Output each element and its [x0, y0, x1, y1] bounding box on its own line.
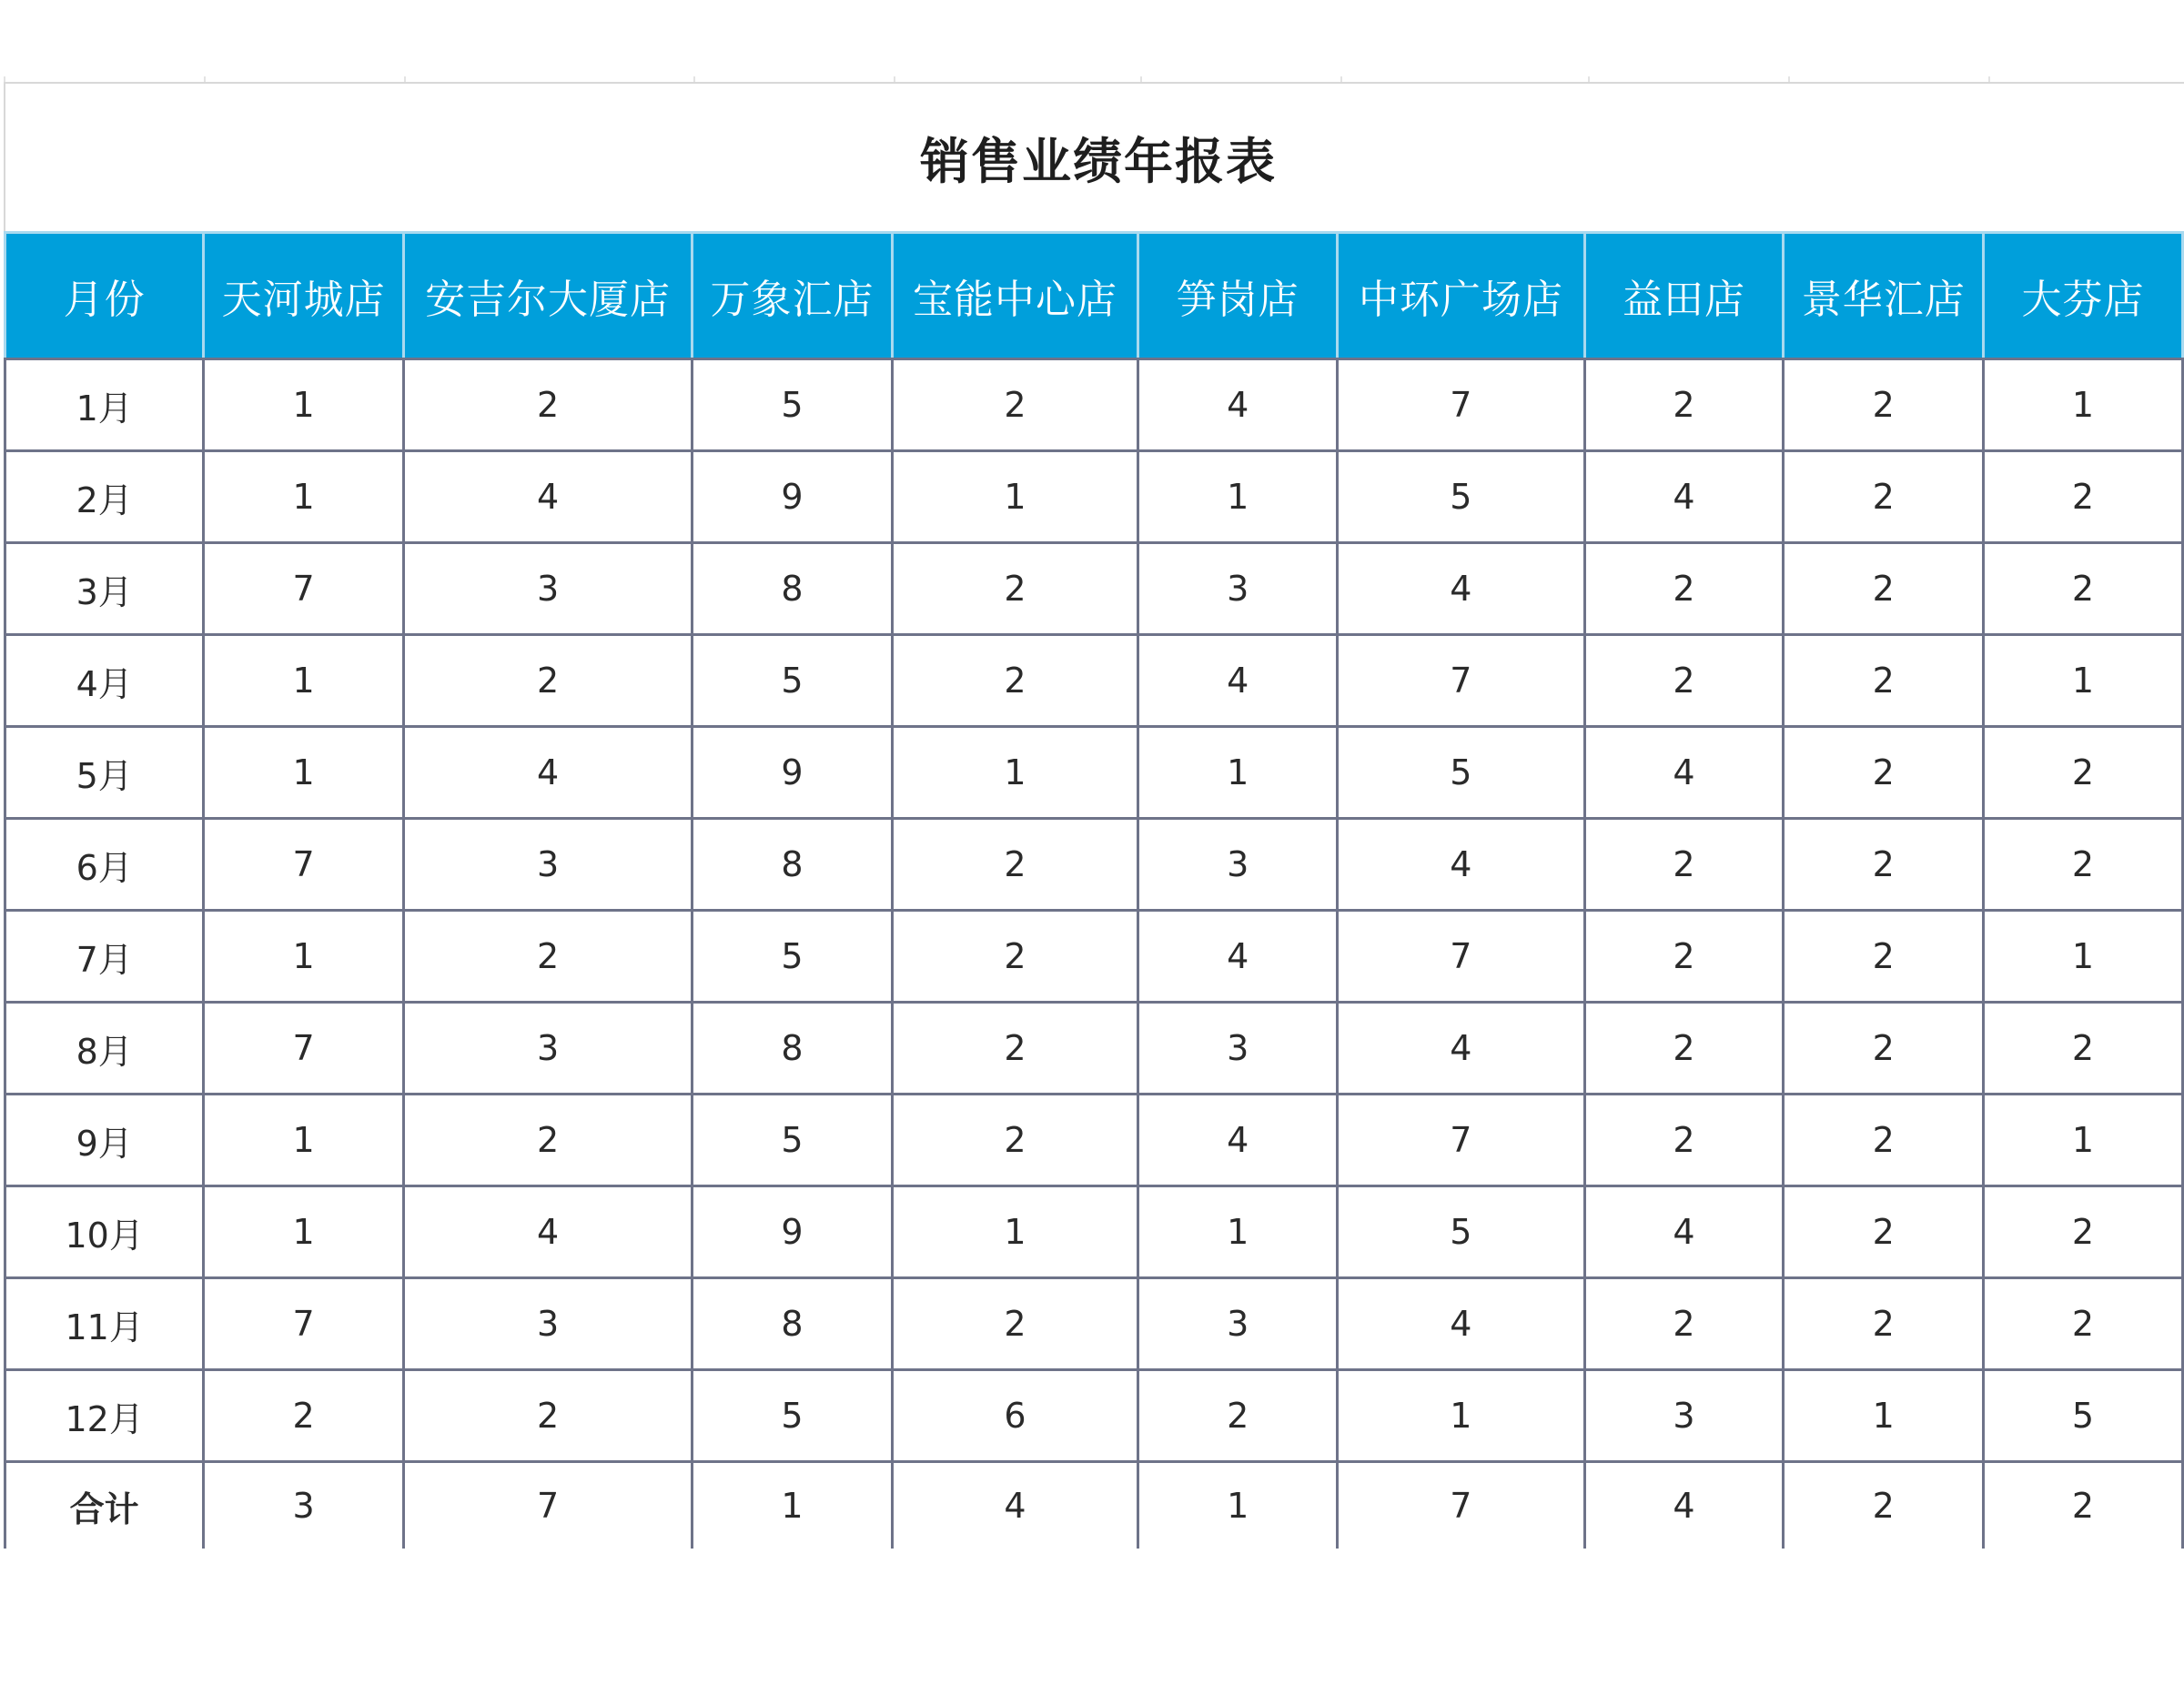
value-cell[interactable]: 1 [204, 451, 404, 543]
value-cell[interactable]: 2 [892, 1095, 1138, 1186]
value-cell[interactable]: 4 [403, 451, 692, 543]
header-cell-store[interactable]: 中环广场店 [1338, 233, 1584, 359]
value-cell[interactable]: 4 [403, 727, 692, 819]
value-cell[interactable]: 1 [204, 1095, 404, 1186]
value-cell[interactable]: 5 [693, 359, 893, 451]
value-cell[interactable]: 5 [1338, 727, 1584, 819]
value-cell[interactable]: 7 [204, 1278, 404, 1370]
month-cell[interactable]: 11月 [5, 1278, 204, 1370]
value-cell[interactable]: 2 [403, 635, 692, 727]
total-value-cell[interactable]: 7 [1338, 1462, 1584, 1549]
value-cell[interactable]: 2 [892, 543, 1138, 635]
value-cell[interactable]: 8 [693, 819, 893, 911]
value-cell[interactable]: 1 [204, 1186, 404, 1278]
total-value-cell[interactable]: 3 [204, 1462, 404, 1549]
value-cell[interactable]: 2 [892, 1278, 1138, 1370]
table-row [5, 1003, 2183, 1095]
value-cell[interactable]: 4 [1338, 1003, 1584, 1095]
value-cell[interactable]: 9 [693, 1186, 893, 1278]
value-cell[interactable]: 4 [1138, 911, 1338, 1003]
value-cell[interactable]: 2 [1584, 543, 1784, 635]
table-row [5, 635, 2183, 727]
report-title-cell[interactable] [4, 82, 2184, 231]
header-cell-store[interactable]: 益田店 [1584, 233, 1784, 359]
report-title: 销售业绩年报表 [920, 132, 1277, 190]
table-row [5, 1278, 2183, 1370]
total-value-cell[interactable]: 2 [1784, 1462, 1984, 1549]
value-cell[interactable]: 3 [1138, 819, 1338, 911]
value-cell[interactable]: 4 [1584, 451, 1784, 543]
value-cell[interactable]: 2 [1984, 1003, 2183, 1095]
value-cell[interactable]: 2 [1784, 819, 1984, 911]
value-cell[interactable]: 4 [1584, 1186, 1784, 1278]
value-cell[interactable]: 1 [1984, 1095, 2183, 1186]
value-cell[interactable]: 4 [1338, 543, 1584, 635]
value-cell[interactable]: 2 [1984, 451, 2183, 543]
value-cell[interactable]: 1 [1138, 1186, 1338, 1278]
table-row [5, 727, 2183, 819]
value-cell[interactable]: 2 [892, 819, 1138, 911]
value-cell[interactable]: 9 [693, 451, 893, 543]
value-cell[interactable]: 1 [1984, 359, 2183, 451]
value-cell[interactable]: 1 [1338, 1370, 1584, 1462]
value-cell[interactable]: 2 [1784, 727, 1984, 819]
value-cell[interactable]: 2 [403, 359, 692, 451]
value-cell[interactable]: 9 [693, 727, 893, 819]
value-cell[interactable]: 2 [1584, 1095, 1784, 1186]
value-cell[interactable]: 1 [892, 727, 1138, 819]
value-cell[interactable]: 1 [892, 1186, 1138, 1278]
table-row [5, 1186, 2183, 1278]
total-value-cell[interactable]: 4 [1584, 1462, 1784, 1549]
value-cell[interactable]: 5 [693, 635, 893, 727]
header-cell-month[interactable]: 月份 [5, 233, 204, 359]
value-cell[interactable]: 2 [1784, 543, 1984, 635]
value-cell[interactable]: 2 [1138, 1370, 1338, 1462]
value-cell[interactable]: 2 [1584, 1003, 1784, 1095]
total-value-cell[interactable]: 2 [1984, 1462, 2183, 1549]
month-cell[interactable]: 9月 [5, 1095, 204, 1186]
value-cell[interactable]: 7 [204, 543, 404, 635]
value-cell[interactable]: 3 [403, 819, 692, 911]
value-cell[interactable]: 2 [204, 1370, 404, 1462]
value-cell[interactable]: 5 [693, 1095, 893, 1186]
table-row [5, 911, 2183, 1003]
value-cell[interactable]: 2 [403, 1095, 692, 1186]
value-cell[interactable]: 4 [1138, 1095, 1338, 1186]
value-cell[interactable]: 5 [693, 1370, 893, 1462]
value-cell[interactable]: 5 [693, 911, 893, 1003]
header-cell-store[interactable]: 安吉尔大厦店 [403, 233, 692, 359]
value-cell[interactable]: 1 [1138, 451, 1338, 543]
value-cell[interactable]: 3 [403, 543, 692, 635]
value-cell[interactable]: 5 [1338, 451, 1584, 543]
value-cell[interactable]: 4 [1338, 1278, 1584, 1370]
header-cell-store[interactable]: 笋岗店 [1138, 233, 1338, 359]
month-cell[interactable]: 5月 [5, 727, 204, 819]
value-cell[interactable]: 2 [892, 911, 1138, 1003]
month-cell[interactable]: 1月 [5, 359, 204, 451]
total-value-cell[interactable]: 1 [1138, 1462, 1338, 1549]
value-cell[interactable]: 4 [403, 1186, 692, 1278]
header-cell-store[interactable]: 大芬店 [1984, 233, 2183, 359]
value-cell[interactable]: 1 [1138, 727, 1338, 819]
value-cell[interactable]: 7 [1338, 635, 1584, 727]
value-cell[interactable]: 2 [1584, 911, 1784, 1003]
value-cell[interactable]: 2 [1984, 1186, 2183, 1278]
header-cell-store[interactable]: 宝能中心店 [892, 233, 1138, 359]
header-cell-store[interactable]: 天河城店 [204, 233, 404, 359]
table-body [5, 359, 2183, 1549]
value-cell[interactable]: 7 [204, 1003, 404, 1095]
value-cell[interactable]: 1 [1784, 1370, 1984, 1462]
value-cell[interactable]: 4 [1138, 359, 1338, 451]
month-cell[interactable]: 2月 [5, 451, 204, 543]
header-row [5, 233, 2183, 359]
header-cell-store[interactable]: 景华汇店 [1784, 233, 1984, 359]
value-cell[interactable]: 1 [204, 635, 404, 727]
value-cell[interactable]: 6 [892, 1370, 1138, 1462]
total-value-cell[interactable]: 1 [693, 1462, 893, 1549]
value-cell[interactable]: 2 [1784, 359, 1984, 451]
header-cell-store[interactable]: 万象汇店 [693, 233, 893, 359]
value-cell[interactable]: 2 [1784, 1186, 1984, 1278]
value-cell[interactable]: 2 [892, 359, 1138, 451]
total-label-cell[interactable]: 合计 [5, 1462, 204, 1549]
value-cell[interactable]: 8 [693, 1003, 893, 1095]
value-cell[interactable]: 5 [1984, 1370, 2183, 1462]
table-row [5, 1370, 2183, 1462]
value-cell[interactable]: 5 [1338, 1186, 1584, 1278]
value-cell[interactable]: 2 [1784, 911, 1984, 1003]
value-cell[interactable]: 2 [1984, 819, 2183, 911]
value-cell[interactable]: 2 [1584, 819, 1784, 911]
value-cell[interactable]: 3 [403, 1003, 692, 1095]
total-value-cell[interactable]: 7 [403, 1462, 692, 1549]
value-cell[interactable]: 1 [204, 727, 404, 819]
table-row [5, 1095, 2183, 1186]
value-cell[interactable]: 2 [1584, 1278, 1784, 1370]
value-cell[interactable]: 4 [1338, 819, 1584, 911]
value-cell[interactable]: 1 [204, 359, 404, 451]
value-cell[interactable]: 3 [1138, 1003, 1338, 1095]
value-cell[interactable]: 7 [1338, 1095, 1584, 1186]
value-cell[interactable]: 2 [1784, 1278, 1984, 1370]
value-cell[interactable]: 2 [1984, 727, 2183, 819]
value-cell[interactable]: 2 [1984, 543, 2183, 635]
value-cell[interactable]: 2 [1784, 1095, 1984, 1186]
table-row [5, 451, 2183, 543]
value-cell[interactable]: 3 [1138, 1278, 1338, 1370]
month-cell[interactable]: 12月 [5, 1370, 204, 1462]
value-cell[interactable]: 8 [693, 1278, 893, 1370]
month-cell[interactable]: 10月 [5, 1186, 204, 1278]
total-row [5, 1462, 2183, 1549]
month-cell[interactable]: 8月 [5, 1003, 204, 1095]
value-cell[interactable]: 2 [892, 635, 1138, 727]
value-cell[interactable]: 4 [1138, 635, 1338, 727]
table-row [5, 543, 2183, 635]
month-cell[interactable]: 4月 [5, 635, 204, 727]
value-cell[interactable]: 7 [1338, 359, 1584, 451]
value-cell[interactable]: 2 [892, 1003, 1138, 1095]
value-cell[interactable]: 3 [1584, 1370, 1784, 1462]
month-cell[interactable]: 7月 [5, 911, 204, 1003]
value-cell[interactable]: 2 [1784, 1003, 1984, 1095]
table-row [5, 819, 2183, 911]
value-cell[interactable]: 1 [1984, 911, 2183, 1003]
value-cell[interactable]: 2 [403, 911, 692, 1003]
total-value-cell[interactable]: 4 [892, 1462, 1138, 1549]
month-cell[interactable]: 6月 [5, 819, 204, 911]
value-cell[interactable]: 2 [1784, 635, 1984, 727]
month-cell[interactable]: 3月 [5, 543, 204, 635]
value-cell[interactable]: 7 [1338, 911, 1584, 1003]
value-cell[interactable]: 1 [1984, 635, 2183, 727]
value-cell[interactable]: 2 [1984, 1278, 2183, 1370]
value-cell[interactable]: 3 [1138, 543, 1338, 635]
value-cell[interactable]: 2 [403, 1370, 692, 1462]
value-cell[interactable]: 2 [1584, 359, 1784, 451]
value-cell[interactable]: 3 [403, 1278, 692, 1370]
value-cell[interactable]: 4 [1584, 727, 1784, 819]
value-cell[interactable]: 2 [1584, 635, 1784, 727]
value-cell[interactable]: 2 [1784, 451, 1984, 543]
value-cell[interactable]: 1 [204, 911, 404, 1003]
value-cell[interactable]: 8 [693, 543, 893, 635]
sales-table [4, 231, 2184, 1549]
value-cell[interactable]: 7 [204, 819, 404, 911]
table-row [5, 359, 2183, 451]
value-cell[interactable]: 1 [892, 451, 1138, 543]
